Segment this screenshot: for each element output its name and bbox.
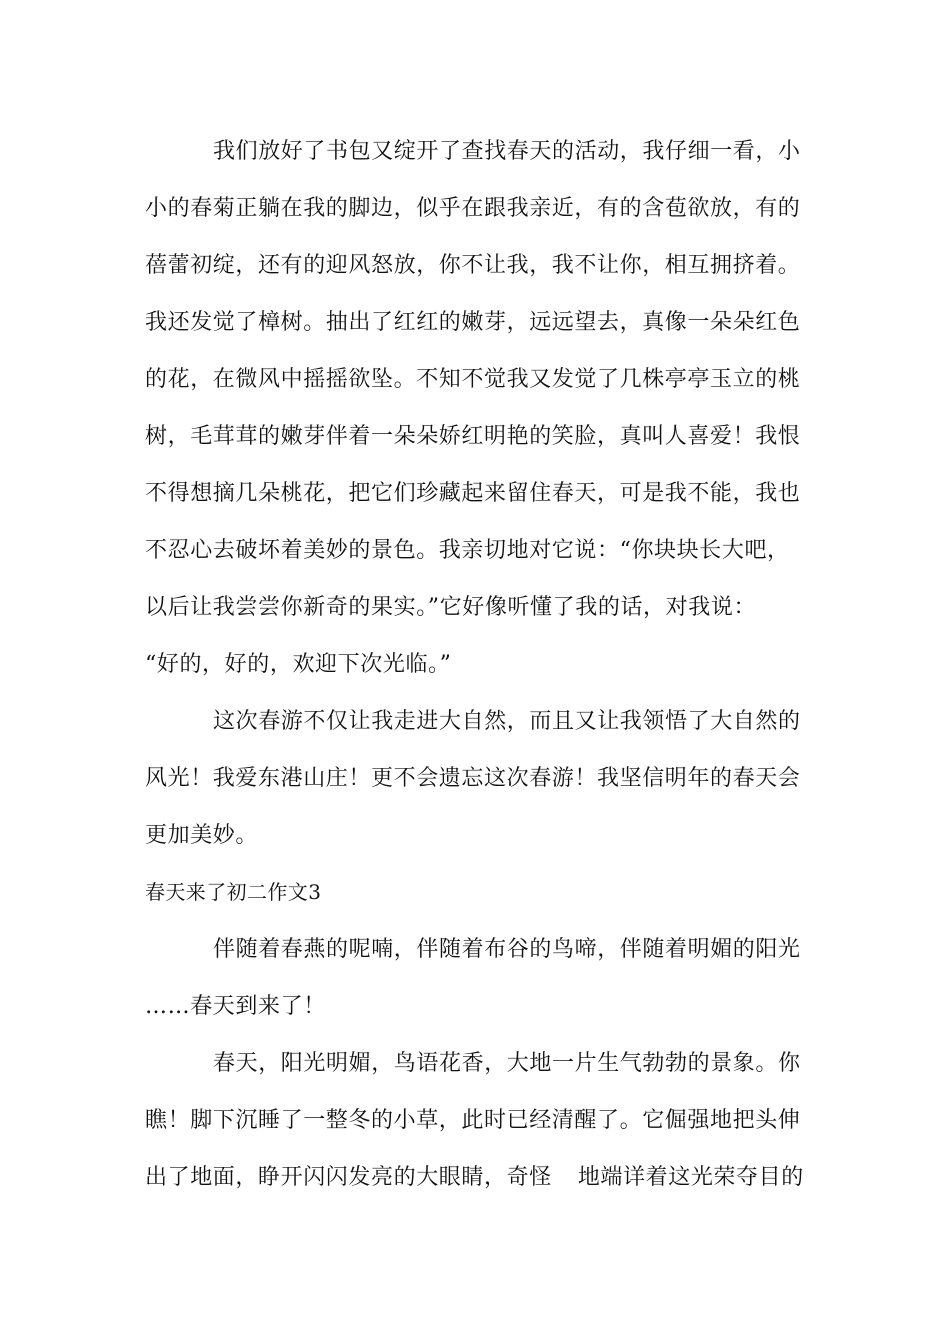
text-line: 这次春游不仅让我走进大自然，而且又让我领悟了大自然的 <box>213 709 801 734</box>
text-line: 小的春菊正躺在我的脚边，似乎在跟我亲近，有的含苞欲放，有的 <box>145 196 801 221</box>
paragraph-spring-scenery <box>145 1035 809 1206</box>
document-body <box>145 123 809 1206</box>
essay-heading: 春天来了初二作文3 <box>145 880 322 904</box>
text-line: 以后让我尝尝你新奇的果实。”它好像听懂了我的话，对我说： <box>145 595 757 620</box>
text-fragment: 地端详着这光荣夺目的 <box>577 1165 804 1190</box>
text-line: 伴随着春燕的呢喃，伴随着布谷的鸟啼，伴随着明媚的阳光 <box>213 937 801 962</box>
paragraph-spring-outing-observation <box>145 123 809 693</box>
text-line: 我们放好了书包又绽开了查找春天的活动，我仔细一看，小 <box>213 139 801 164</box>
text-line: 树，毛茸茸的嫩芽伴着一朵朵娇红明艳的笑脸，真叫人喜爱！我恨 <box>145 424 801 449</box>
text-line: 春天，阳光明媚，鸟语花香，大地一片生气勃勃的景象。你 <box>213 1051 801 1076</box>
text-line: 不忍心去破坏着美妙的景色。我亲切地对它说：“你块块长大吧， <box>145 538 790 563</box>
text-line: 瞧！脚下沉睡了一整冬的小草，此时已经清醒了。它倔强地把头伸 <box>145 1108 801 1133</box>
text-line: 的花，在微风中摇摇欲坠。不知不觉我又发觉了几株亭亭玉立的桃 <box>145 367 801 392</box>
text-line: ……春天到来了！ <box>145 994 326 1019</box>
text-line-split <box>145 1149 809 1206</box>
text-line: 不得想摘几朵桃花，把它们珍藏起来留住春天，可是我不能，我也 <box>145 481 801 506</box>
text-line: 我还发觉了樟树。抽出了红红的嫩芽，远远望去，真像一朵朵红色 <box>145 310 801 335</box>
text-fragment: 出了地面，睁开闪闪发亮的大眼睛，奇怪 <box>145 1165 552 1190</box>
text-line: 更加美妙。 <box>145 823 259 848</box>
text-line: 蓓蕾初绽，还有的迎风怒放，你不让我，我不让你，相互拥挤着。 <box>145 253 801 278</box>
text-line: 风光！我爱东港山庄！更不会遗忘这次春游！我坚信明年的春天会 <box>145 766 801 791</box>
paragraph-conclusion <box>145 693 809 864</box>
paragraph-spring-arrival <box>145 921 809 1035</box>
text-line: “好的，好的，欢迎下次光临。” <box>145 652 452 677</box>
